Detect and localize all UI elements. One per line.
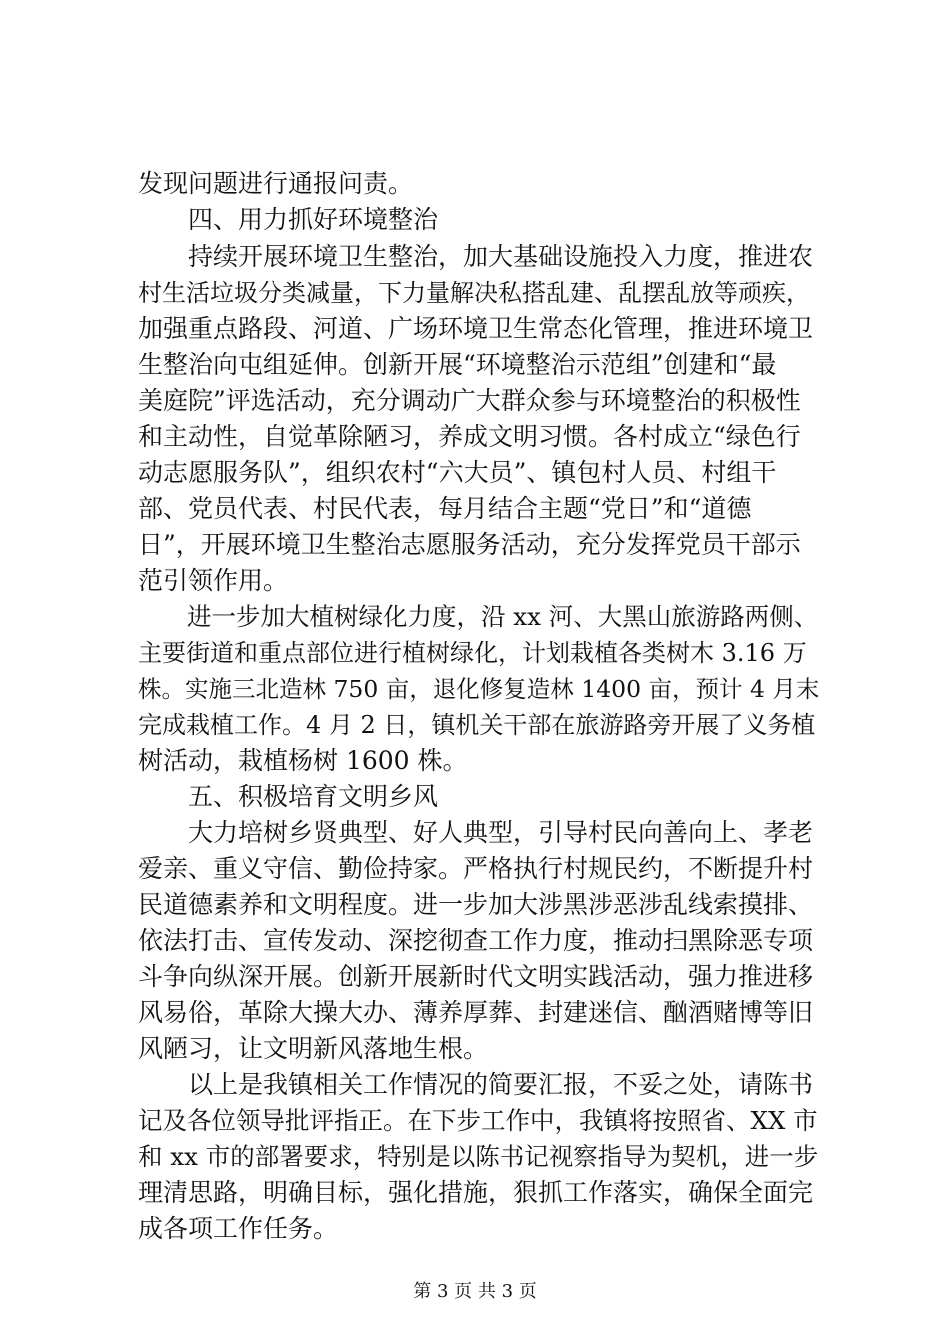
text-line: 美庭院”评选活动，充分调动广大群众参与环境整治的积极性 (138, 386, 801, 415)
page-number-footer: 第 3 页 共 3 页 (413, 1281, 537, 1302)
text-line: 记及各位领导批评指正。在下步工作中，我镇将按照省、XX 市 (138, 1106, 818, 1135)
text-line: 依法打击、宣传发动、深挖彻查工作力度，推动扫黑除恶专项 (138, 926, 814, 955)
text-line: 民道德素养和文明程度。进一步加大涉黑涉恶涉乱线索摸排、 (138, 890, 814, 919)
text-line: 树活动，栽植杨树 1600 株。 (138, 746, 468, 775)
text-line: 风陋习，让文明新风落地生根。 (138, 1034, 489, 1063)
text-line: 大力培树乡贤典型、好人典型，引导村民向善向上、孝老 (138, 818, 814, 847)
text-line: 范引领作用。 (138, 566, 289, 595)
text-line: 风易俗，革除大操大办、薄养厚葬、封建迷信、酗酒赌博等旧 (138, 998, 814, 1027)
text-line: 生整治向屯组延伸。创新开展“环境整治示范组”创建和“最 (138, 350, 777, 379)
text-line: 成各项工作任务。 (138, 1214, 339, 1243)
text-line: 动志愿服务队”，组织农村“六大员”、镇包村人员、村组干 (138, 458, 777, 487)
text-line: 和主动性，自觉革除陋习，养成文明习惯。各村成立“绿色行 (138, 422, 801, 451)
text-line: 持续开展环境卫生整治，加大基础设施投入力度，推进农 (138, 242, 814, 271)
text-line: 完成栽植工作。4 月 2 日，镇机关干部在旅游路旁开展了义务植 (138, 711, 816, 739)
text-line: 和 xx 市的部署要求，特别是以陈书记视察指导为契机，进一步 (138, 1142, 819, 1171)
text-line: 斗争向纵深开展。创新开展新时代文明实践活动，强力推进移 (138, 962, 814, 991)
text-line: 村生活垃圾分类减量，下力量解决私搭乱建、乱摆乱放等顽疾， (138, 279, 810, 307)
text-line: 以上是我镇相关工作情况的简要汇报，不妥之处，请陈书 (138, 1070, 814, 1099)
text-line: 主要街道和重点部位进行植树绿化，计划栽植各类树木 3.16 万 (138, 639, 807, 667)
text-line: 株。实施三北造林 750 亩，退化修复造林 1400 亩，预计 4 月末 (138, 675, 820, 703)
text-line: 加强重点路段、河道、广场环境卫生常态化管理，推进环境卫 (138, 314, 814, 343)
section-heading: 四、用力抓好环境整治 (138, 205, 439, 234)
text-line: 日”，开展环境卫生整治志愿服务活动，充分发挥党员干部示 (138, 530, 801, 559)
text-line: 爱亲、重义守信、勤俭持家。严格执行村规民约，不断提升村 (138, 854, 814, 883)
section-heading: 五、积极培育文明乡风 (138, 782, 439, 811)
text-line: 部、党员代表、村民代表，每月结合主题“党日”和“道德 (138, 494, 752, 523)
text-line: 发现问题进行通报问责。 (138, 169, 414, 198)
text-line: 进一步加大植树绿化力度，沿 xx 河、大黑山旅游路两侧、 (138, 602, 819, 631)
text-line: 理清思路，明确目标，强化措施，狠抓工作落实，确保全面完 (138, 1178, 814, 1207)
